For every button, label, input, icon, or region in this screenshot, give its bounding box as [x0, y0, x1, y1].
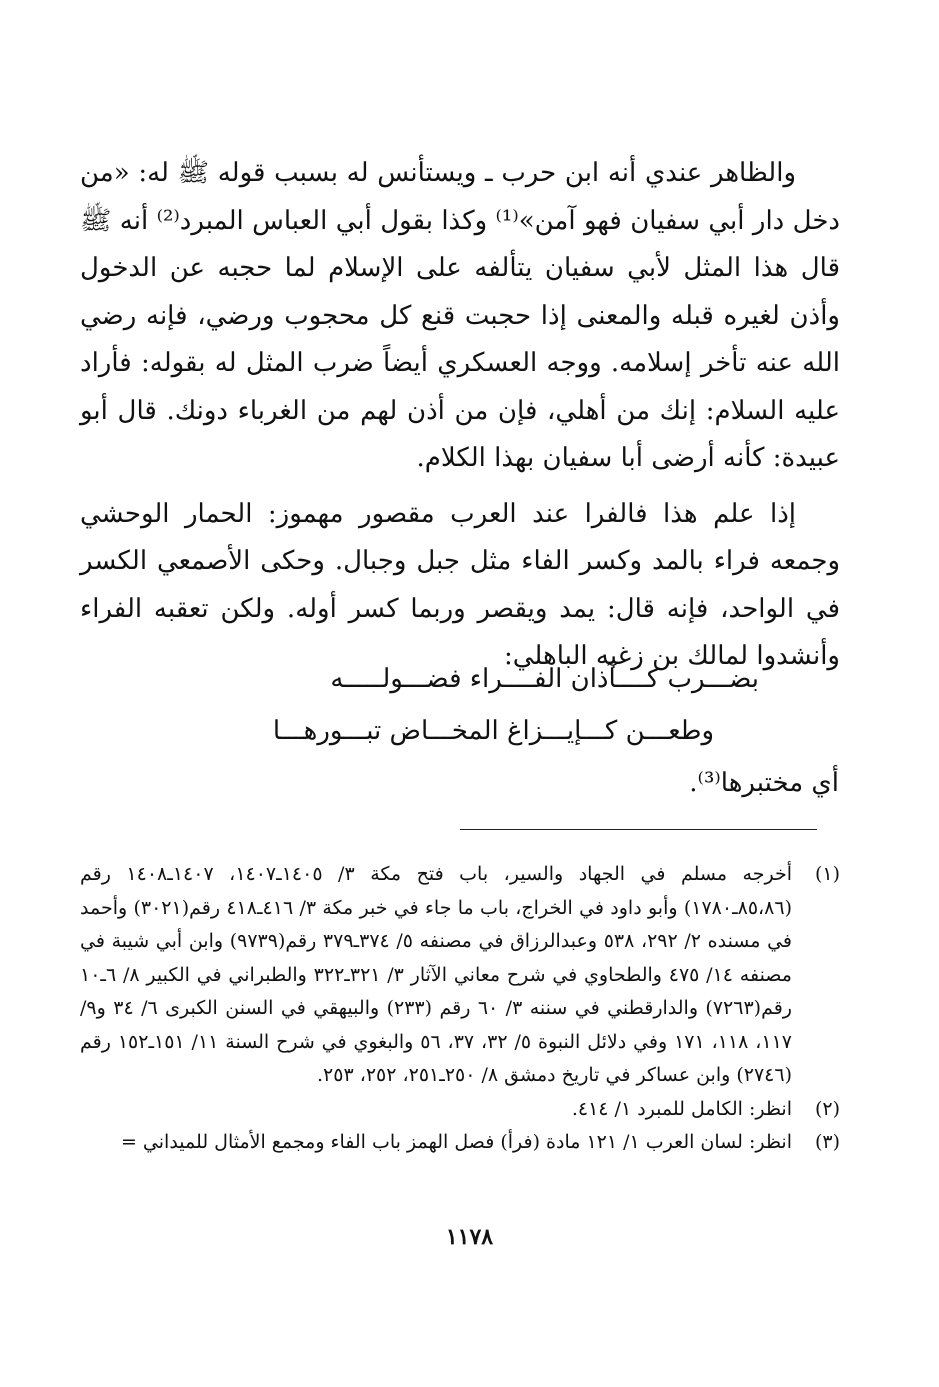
footnote-text: انظر: لسان العرب ١/ ١٢١ مادة (فرأ) فصل الهمز باب الفاء ومجمع الأمثال للميداني = [120, 1131, 792, 1153]
footnote-2 [80, 1093, 840, 1127]
closing-line: أي مختبرها⁽³⁾. [689, 768, 839, 798]
page-number: ١١٧٨ [445, 1224, 494, 1250]
footnote-1 [80, 858, 840, 1093]
footnotes [80, 858, 840, 1160]
footnote-text: أخرجه مسلم في الجهاد والسير، باب فتح مكة ٣/ ١٤٠٥ـ١٤٠٧، ١٤٠٧ـ١٤٠٨ رقم (٨٥،٨٦ـ١٧٨٠) وأبو داود في الخراج، باب ما جاء في خبر مكة ٣/ ٤١٦ـ٤١٨ رقم(٣٠٢١) وأحمد في مسنده ٢/ ٢٩٢، ٥٣٨ وعبدالرزاق في مصنفه ٥/ ٣٧٤ـ٣٧٩ رقم(٩٧٣٩) وابن أبي شيبة في مصنفه ١٤/ ٤٧٥ والطحاوي في شرح معاني الآثار ٣/ ٣٢١ـ٣٢٢ والطبراني في الكبير ٨/ ٦ـ١٠ رقم(٧٢٦٣) والدارقطني في سننه ٣/ ٦٠ رقم (٢٣٣) والبيهقي في السنن الكبرى ٦/ ٣٤ و٩/ ١١٧، ١١٨، ١٧١ وفي دلائل النبوة ٥/ ٣٢، ٣٧، ٥٦ والبغوي في شرح السنة ١١/ ١٥١ـ١٥٢ رقم (٢٧٤٦) وابن عساكر في تاريخ دمشق ٨/ ٢٥٠ـ٢٥١، ٢٥٢، ٢٥٣. [80, 863, 793, 1086]
footnote-number: (٢) [814, 1097, 840, 1120]
footnote-3 [80, 1126, 840, 1160]
paragraph-2: إذا علم هذا فالفرا عند العرب مقصور مهموز: الحمار الوحشي وجمعه فراء بالمد وكسر الفاء مثل جبل وجبال. وحكى الأصمعي الكسر في الواحد، فإنه قال: يمد ويقصر وربما كسر أوله. ولكن تعقبه الفراء وأنشدوا لمالك بن زغبه الباهلي: [80, 498, 840, 671]
poem-verse-2: وطعـــن كـــإيـــزاغ المخـــاض تبـــورهـــا [272, 716, 714, 746]
poem-verse-1: بضـــرب كــــآذان الفــــراء فضـــولـــــه [330, 664, 759, 694]
footnote-separator [460, 829, 817, 830]
paragraph-1: والظاهر عندي أنه ابن حرب ـ ويستأنس له بسبب قوله ﷺ له: «من دخل دار أبي سفيان فهو آمن»⁽¹⁾ وكذا بقول أبي العباس المبرد⁽²⁾ أنه ﷺ قال هذا المثل لأبي سفيان يتألفه على الإسلام لما حجبه عن الدخول وأذن لغيره قبله والمعنى إذا حجبت قنع كل محجوب ورضي، فإنه رضي الله عنه تأخر إسلامه. ووجه العسكري أيضاً ضرب المثل له بقوله: فأراد عليه السلام: إنك من أهلي، فإن من أذن لهم من الغرباء دونك. قال أبو عبيدة: كأنه أرضى أبا سفيان بهذا الكلام. [80, 158, 840, 473]
main-text [80, 150, 840, 681]
footnote-number: (٣) [814, 1131, 840, 1153]
footnote-text: انظر: الكامل للمبرد ١/ ٤١٤. [571, 1097, 792, 1120]
footnote-number: (١) [814, 863, 840, 885]
